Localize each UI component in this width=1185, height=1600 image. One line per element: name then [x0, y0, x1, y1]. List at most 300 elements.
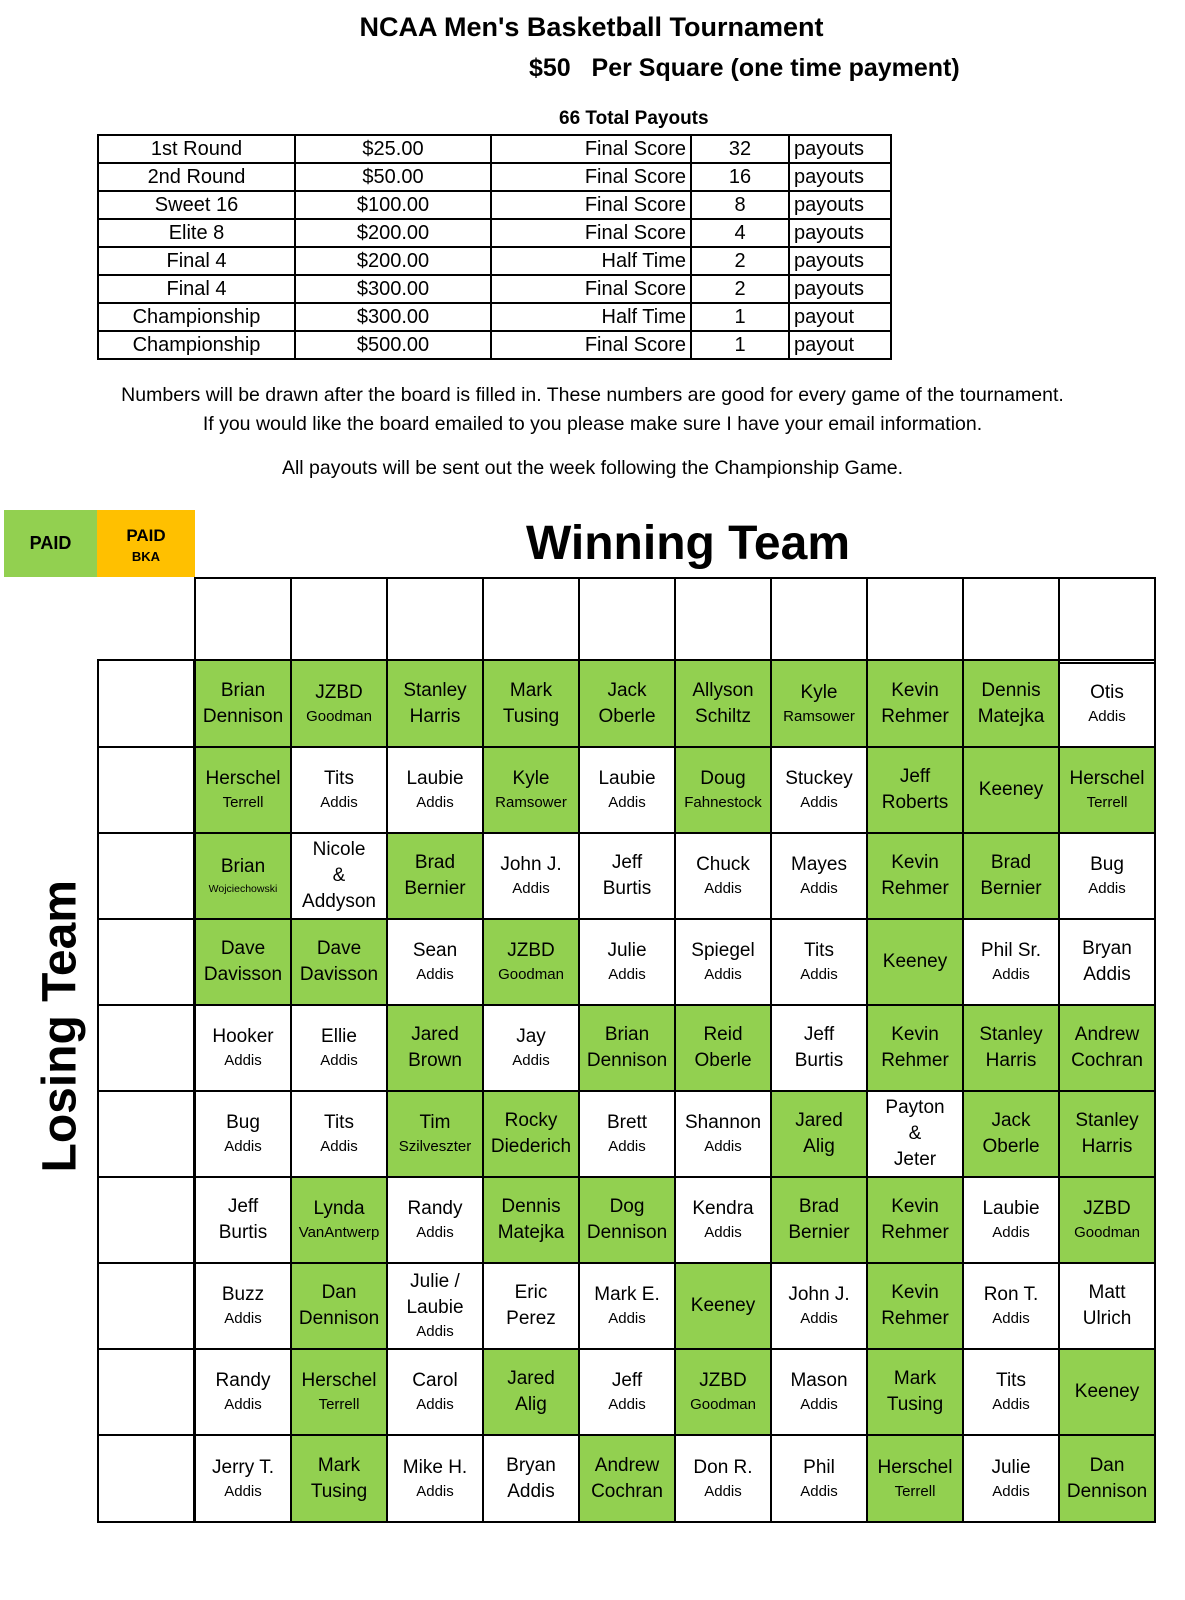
square-name-line2: Davisson	[299, 964, 379, 985]
board-square[interactable]	[386, 1262, 484, 1350]
board-square[interactable]	[578, 659, 676, 748]
board-square[interactable]	[770, 1090, 868, 1178]
board-square[interactable]	[578, 1176, 676, 1264]
board-square[interactable]	[674, 1434, 772, 1523]
board-square[interactable]	[578, 1348, 676, 1436]
square-name-line2: Goodman	[306, 707, 372, 725]
square-name-line1: Laubie	[406, 768, 464, 789]
square-name-line2: Addis	[800, 1310, 838, 1327]
square-name-line2: Terrell	[894, 1482, 936, 1500]
board-square[interactable]	[962, 832, 1060, 920]
board-square[interactable]	[674, 659, 772, 748]
square-name-line1: Dennis	[501, 1196, 561, 1217]
payout-round: 1st Round	[98, 135, 295, 163]
square-name-line2: Rehmer	[881, 1050, 949, 1071]
square-name-line1: Mayes	[791, 854, 847, 875]
board-square[interactable]	[290, 1434, 388, 1523]
board-square[interactable]	[866, 1262, 964, 1350]
square-name-line1: Kevin	[891, 1024, 939, 1045]
board-square[interactable]	[290, 659, 388, 748]
square-name-line2: Addis	[1083, 964, 1131, 985]
square-name-line2: Matejka	[497, 1222, 565, 1243]
square-name-line1: Stuckey	[785, 768, 853, 789]
board-square[interactable]	[962, 1090, 1060, 1178]
square-name-line2: Addis	[320, 1138, 358, 1155]
payout-count: 8	[691, 191, 789, 219]
board-square[interactable]	[194, 1262, 292, 1350]
board-square[interactable]	[866, 832, 964, 920]
square-name-line2: Brown	[408, 1050, 462, 1071]
board-square[interactable]	[674, 1004, 772, 1092]
square-name-line1: Mark	[893, 1368, 937, 1389]
board-square[interactable]	[386, 746, 484, 834]
board-square[interactable]	[194, 1176, 292, 1264]
square-name-line2: Harris	[409, 705, 461, 727]
payout-round: Sweet 16	[98, 191, 295, 219]
payout-type: Half Time	[491, 247, 691, 275]
board-square[interactable]	[1058, 659, 1156, 748]
square-name-line2: Tusing	[886, 1394, 944, 1415]
square-name-line2: Addis	[416, 1396, 454, 1413]
board-square[interactable]	[482, 832, 580, 920]
board-square[interactable]	[674, 1262, 772, 1350]
board-square[interactable]	[578, 1262, 676, 1350]
square-name-line1: Dave	[316, 938, 362, 959]
square-name-line2: Wojciechowski	[208, 883, 278, 895]
square-name-line2: Dennison	[298, 1308, 380, 1329]
square-name-line3: Addyson	[302, 891, 376, 912]
board-square[interactable]	[290, 1262, 388, 1350]
board-square[interactable]	[482, 1262, 580, 1350]
square-name-line1: Tits	[804, 940, 834, 961]
board-square[interactable]	[962, 918, 1060, 1006]
square-name-line2: Rehmer	[881, 1308, 949, 1329]
board-square[interactable]	[1058, 1434, 1156, 1523]
payout-amount: $200.00	[295, 219, 491, 247]
board-square[interactable]	[962, 1348, 1060, 1436]
board-square[interactable]	[770, 1004, 868, 1092]
square-name-line1: Herschel	[301, 1370, 377, 1391]
losing-number-cell	[97, 1004, 195, 1092]
square-name-line2: Cochran	[591, 1480, 663, 1502]
square-name-line1: Jeff	[611, 852, 643, 873]
board-square[interactable]	[770, 659, 868, 748]
square-name-line3: Addis	[416, 1323, 454, 1340]
square-name-line1: Dave	[220, 938, 266, 959]
board-square[interactable]	[194, 659, 292, 748]
board-square[interactable]	[770, 832, 868, 920]
legend-paid: PAID	[4, 510, 97, 577]
square-name-line2: Addis	[704, 880, 742, 897]
square-name-line1: Mark E.	[594, 1284, 660, 1305]
square-name-line2: Goodman	[690, 1396, 756, 1413]
square-name-line2: Dennison	[586, 1050, 668, 1071]
square-name-line1: Jeff	[803, 1024, 835, 1045]
square-name-line1: Brian	[220, 679, 266, 701]
square-name-line1: John J.	[788, 1284, 850, 1305]
square-name-line2: Addis	[704, 1482, 742, 1500]
square-name-line2: Addis	[1088, 707, 1126, 725]
square-name-line2: Rehmer	[881, 878, 949, 899]
payout-row	[98, 219, 891, 247]
payout-unit: payouts	[789, 275, 891, 303]
square-name-line2: Addis	[992, 1310, 1030, 1327]
square-name-line1: Jared	[795, 1110, 843, 1131]
square-name-line2: Addis	[608, 1310, 646, 1327]
payout-type: Final Score	[491, 219, 691, 247]
board-square[interactable]	[578, 832, 676, 920]
square-name-line1: Dan	[1089, 1454, 1125, 1476]
board-square[interactable]	[194, 1434, 292, 1523]
square-name-line1: Dan	[321, 1282, 357, 1303]
board-square[interactable]	[1058, 1262, 1156, 1350]
payout-amount: $300.00	[295, 303, 491, 331]
square-name-line1: Kyle	[800, 681, 838, 703]
square-name-line2: Harris	[1081, 1136, 1133, 1157]
square-name-line1: Randy	[407, 1198, 463, 1219]
board-square[interactable]	[770, 1176, 868, 1264]
square-name-line1: Hooker	[212, 1026, 274, 1047]
board-square[interactable]	[674, 918, 772, 1006]
square-name-line2: Addis	[416, 966, 454, 983]
square-name-line2: Addis	[320, 1052, 358, 1069]
board-square[interactable]	[482, 659, 580, 748]
board-square[interactable]	[386, 1004, 484, 1092]
square-name-line2: &	[332, 865, 346, 886]
payout-type: Final Score	[491, 135, 691, 163]
square-name-line2: Addis	[224, 1138, 262, 1155]
square-name-line2: Fahnestock	[684, 794, 762, 811]
payout-row	[98, 163, 891, 191]
board-square[interactable]	[1058, 918, 1156, 1006]
board-square[interactable]	[482, 1004, 580, 1092]
board-square[interactable]	[866, 1434, 964, 1523]
board-square[interactable]	[1058, 746, 1156, 834]
payout-amount: $25.00	[295, 135, 491, 163]
square-name-line1: Brad	[798, 1196, 840, 1217]
board-square[interactable]	[290, 918, 388, 1006]
board-square[interactable]	[482, 1434, 580, 1523]
square-name-line2: Addis	[992, 1482, 1030, 1500]
board-square[interactable]	[482, 1176, 580, 1264]
board-square[interactable]	[770, 1348, 868, 1436]
square-name-line1: Spiegel	[691, 940, 755, 961]
winning-number-cell	[386, 577, 484, 664]
losing-number-cell	[97, 1262, 195, 1350]
payout-type: Final Score	[491, 331, 691, 359]
board-square[interactable]	[578, 918, 676, 1006]
square-name-line2: Addis	[800, 1482, 838, 1500]
square-name-line1: Matt	[1088, 1282, 1126, 1303]
square-name-line2: Terrell	[222, 794, 264, 811]
board-square[interactable]	[962, 1434, 1060, 1523]
winning-number-cell	[1058, 577, 1156, 664]
board-square[interactable]	[386, 1348, 484, 1436]
page-title: NCAA Men's Basketball Tournament	[359, 12, 824, 42]
board-square[interactable]	[1058, 1090, 1156, 1178]
board-square[interactable]	[770, 1434, 868, 1523]
square-name-line1: Mark	[317, 1454, 361, 1476]
losing-number-cell	[97, 832, 195, 920]
board-square[interactable]	[866, 1090, 964, 1178]
square-name-line1: Kyle	[512, 768, 550, 789]
payout-amount: $300.00	[295, 275, 491, 303]
square-name-line1: Otis	[1090, 681, 1124, 703]
losing-number-cell	[97, 918, 195, 1006]
square-name-line1: JZBD	[507, 940, 555, 961]
square-name-line1: Jack	[991, 1110, 1031, 1131]
square-name-line2: Matejka	[977, 705, 1045, 727]
square-name-line1: Brett	[606, 1112, 648, 1133]
square-name-line1: John J.	[500, 854, 562, 875]
payout-count: 2	[691, 247, 789, 275]
board-square[interactable]	[674, 1348, 772, 1436]
square-name-line1: Ron T.	[983, 1284, 1039, 1305]
payout-count: 32	[691, 135, 789, 163]
board-square[interactable]	[578, 1004, 676, 1092]
square-name-line2: Rehmer	[881, 705, 949, 727]
board-square[interactable]	[866, 746, 964, 834]
payout-unit: payout	[789, 303, 891, 331]
square-name-line2: Addis	[992, 966, 1030, 983]
square-name-line2: Addis	[608, 966, 646, 983]
board-square[interactable]	[578, 746, 676, 834]
note-payouts-timing: All payouts will be sent out the week following the Championship Game.	[281, 457, 904, 479]
square-name-line1: Tits	[996, 1370, 1026, 1391]
square-name-line1: Tits	[324, 1112, 354, 1133]
square-name-line2: Oberle	[982, 1136, 1040, 1157]
board-square[interactable]	[482, 746, 580, 834]
board-square[interactable]	[962, 746, 1060, 834]
winning-team-label: Winning Team	[526, 517, 850, 570]
square-name-line2: Oberle	[694, 1050, 752, 1071]
square-name-line1: Brad	[414, 852, 456, 873]
board-square[interactable]	[866, 659, 964, 748]
board-square[interactable]	[674, 1176, 772, 1264]
winning-number-cell	[290, 577, 388, 664]
board-square[interactable]	[1058, 1004, 1156, 1092]
square-name-line1: Laubie	[982, 1198, 1040, 1219]
square-name-line2: VanAntwerp	[298, 1224, 380, 1241]
square-name-line2: Perez	[506, 1308, 556, 1329]
square-name-line2: &	[908, 1123, 922, 1144]
square-name-line1: Don R.	[693, 1456, 753, 1478]
board-square[interactable]	[290, 1348, 388, 1436]
square-name-line2: Cochran	[1071, 1050, 1143, 1071]
board-square[interactable]	[1058, 1348, 1156, 1436]
square-name-line2: Addis	[416, 1482, 454, 1500]
board-square[interactable]	[962, 1004, 1060, 1092]
square-name-line2: Addis	[704, 966, 742, 983]
board-square[interactable]	[386, 918, 484, 1006]
board-square[interactable]	[962, 1176, 1060, 1264]
square-name-line2: Addis	[512, 880, 550, 897]
square-name-line1: Laubie	[598, 768, 656, 789]
square-name-line1: Mike H.	[402, 1456, 468, 1478]
square-name-line1: Keeney	[1074, 1381, 1140, 1402]
square-name-line2: Schiltz	[695, 705, 751, 727]
board-square[interactable]	[578, 1090, 676, 1178]
payout-unit: payouts	[789, 135, 891, 163]
square-name-line2: Burtis	[794, 1050, 844, 1071]
square-name-line1: Phil Sr.	[980, 940, 1042, 961]
square-name-line1: Stanley	[979, 1024, 1043, 1045]
square-name-line1: JZBD	[315, 681, 363, 703]
board-square[interactable]	[290, 832, 388, 920]
board-square[interactable]	[1058, 1176, 1156, 1264]
payout-unit: payouts	[789, 191, 891, 219]
square-name-line2: Addis	[800, 966, 838, 983]
board-square[interactable]	[866, 918, 964, 1006]
square-name-line2: Bernier	[404, 878, 466, 899]
square-name-line1: Kendra	[692, 1198, 754, 1219]
square-name-line2: Ulrich	[1082, 1308, 1132, 1329]
payout-type: Final Score	[491, 275, 691, 303]
payout-unit: payout	[789, 331, 891, 359]
legend-bka-label: BKA	[131, 548, 161, 564]
board-square[interactable]	[674, 746, 772, 834]
board-square[interactable]	[962, 1262, 1060, 1350]
board-square[interactable]	[578, 1434, 676, 1523]
legend-paid-bka	[97, 510, 195, 577]
price-per-square: $50 Per Square (one time payment)	[529, 54, 960, 82]
losing-number-cell	[97, 1348, 195, 1436]
square-name-line2: Addis	[224, 1310, 262, 1327]
square-name-line2: Addis	[992, 1224, 1030, 1241]
square-name-line1: Kevin	[891, 1196, 939, 1217]
square-name-line2: Addis	[704, 1138, 742, 1155]
board-square[interactable]	[866, 1348, 964, 1436]
board-square[interactable]	[482, 918, 580, 1006]
square-name-line1: Eric	[514, 1282, 548, 1303]
square-name-line2: Addis	[512, 1052, 550, 1069]
square-name-line2: Goodman	[498, 966, 564, 983]
square-name-line2: Roberts	[881, 792, 949, 813]
square-name-line1: Jack	[607, 679, 647, 701]
board-square[interactable]	[194, 918, 292, 1006]
square-name-line2: Harris	[985, 1050, 1037, 1071]
board-square[interactable]	[194, 1004, 292, 1092]
board-square[interactable]	[290, 1004, 388, 1092]
board-square[interactable]	[194, 1348, 292, 1436]
winning-number-cell	[962, 577, 1060, 664]
payout-round: Final 4	[98, 275, 295, 303]
square-name-line2: Addis	[992, 1396, 1030, 1413]
square-name-line2: Addis	[224, 1482, 262, 1500]
losing-number-cell	[97, 659, 195, 748]
board-square[interactable]	[770, 918, 868, 1006]
square-name-line2: Burtis	[602, 878, 652, 899]
board-square[interactable]	[866, 1176, 964, 1264]
board-square[interactable]	[674, 832, 772, 920]
square-name-line1: Stanley	[403, 679, 467, 701]
square-name-line1: Herschel	[877, 1456, 953, 1478]
square-name-line1: Nicole	[312, 839, 366, 860]
board-square[interactable]	[290, 1090, 388, 1178]
square-name-line1: Jared	[507, 1368, 555, 1389]
board-square[interactable]	[386, 1090, 484, 1178]
winning-number-cell	[770, 577, 868, 664]
square-name-line1: Reid	[703, 1024, 743, 1045]
board-square[interactable]	[386, 832, 484, 920]
square-name-line2: Addis	[608, 1396, 646, 1413]
board-square[interactable]	[194, 746, 292, 834]
square-name-line1: Keeney	[690, 1295, 756, 1316]
payout-row	[98, 331, 891, 359]
payout-unit: payouts	[789, 219, 891, 247]
board-square[interactable]	[290, 746, 388, 834]
payout-round: 2nd Round	[98, 163, 295, 191]
square-name-line2: Tusing	[310, 1480, 368, 1502]
payout-row	[98, 191, 891, 219]
square-name-line1: Sean	[412, 940, 458, 961]
payout-unit: payouts	[789, 163, 891, 191]
square-name-line2: Dennison	[202, 705, 284, 727]
square-name-line1: Buzz	[221, 1284, 265, 1305]
square-name-line1: Ellie	[321, 1026, 357, 1047]
square-name-line1: Bug	[226, 1112, 260, 1133]
square-name-line2: Addis	[224, 1396, 262, 1413]
board-square[interactable]	[674, 1090, 772, 1178]
square-name-line1: Jeff	[899, 766, 931, 787]
board-square[interactable]	[770, 746, 868, 834]
square-name-line1: Jay	[516, 1026, 546, 1047]
square-name-line2: Terrell	[1086, 794, 1128, 811]
board-square[interactable]	[770, 1262, 868, 1350]
square-name-line1: Kevin	[891, 1282, 939, 1303]
board-square[interactable]	[482, 1090, 580, 1178]
winning-number-cell	[482, 577, 580, 664]
payout-table	[97, 134, 892, 360]
square-name-line2: Szilveszter	[398, 1138, 472, 1155]
payout-round: Elite 8	[98, 219, 295, 247]
square-name-line1: Jerry T.	[212, 1456, 274, 1478]
square-name-line2: Tusing	[502, 705, 560, 727]
board-square[interactable]	[290, 1176, 388, 1264]
square-name-line1: JZBD	[1083, 1198, 1131, 1219]
square-name-line2: Alig	[515, 1394, 547, 1415]
square-name-line2: Addis	[608, 1138, 646, 1155]
square-name-line1: Chuck	[696, 854, 750, 875]
winning-number-cell	[866, 577, 964, 664]
board-square[interactable]	[386, 1176, 484, 1264]
square-name-line2: Laubie	[406, 1297, 464, 1318]
square-name-line2: Addis	[1088, 880, 1126, 897]
square-name-line2: Davisson	[203, 964, 283, 985]
square-name-line2: Bernier	[980, 878, 1042, 899]
board-square[interactable]	[866, 1004, 964, 1092]
square-name-line2: Addis	[704, 1224, 742, 1241]
square-name-line3: Jeter	[893, 1149, 937, 1170]
payout-count: 2	[691, 275, 789, 303]
payout-count: 1	[691, 331, 789, 359]
board-square[interactable]	[1058, 832, 1156, 920]
board-square[interactable]	[194, 1090, 292, 1178]
board-square[interactable]	[386, 1434, 484, 1523]
square-name-line1: Bryan	[1082, 938, 1132, 959]
square-name-line1: JZBD	[699, 1370, 747, 1391]
square-name-line2: Goodman	[1074, 1224, 1140, 1241]
board-square[interactable]	[962, 659, 1060, 748]
board-square[interactable]	[482, 1348, 580, 1436]
square-name-line2: Burtis	[218, 1222, 268, 1243]
square-name-line1: Tim	[419, 1112, 451, 1133]
board-square[interactable]	[194, 832, 292, 920]
payout-row	[98, 275, 891, 303]
payout-row	[98, 303, 891, 331]
square-name-line1: Keeney	[978, 779, 1044, 800]
board-square[interactable]	[386, 659, 484, 748]
